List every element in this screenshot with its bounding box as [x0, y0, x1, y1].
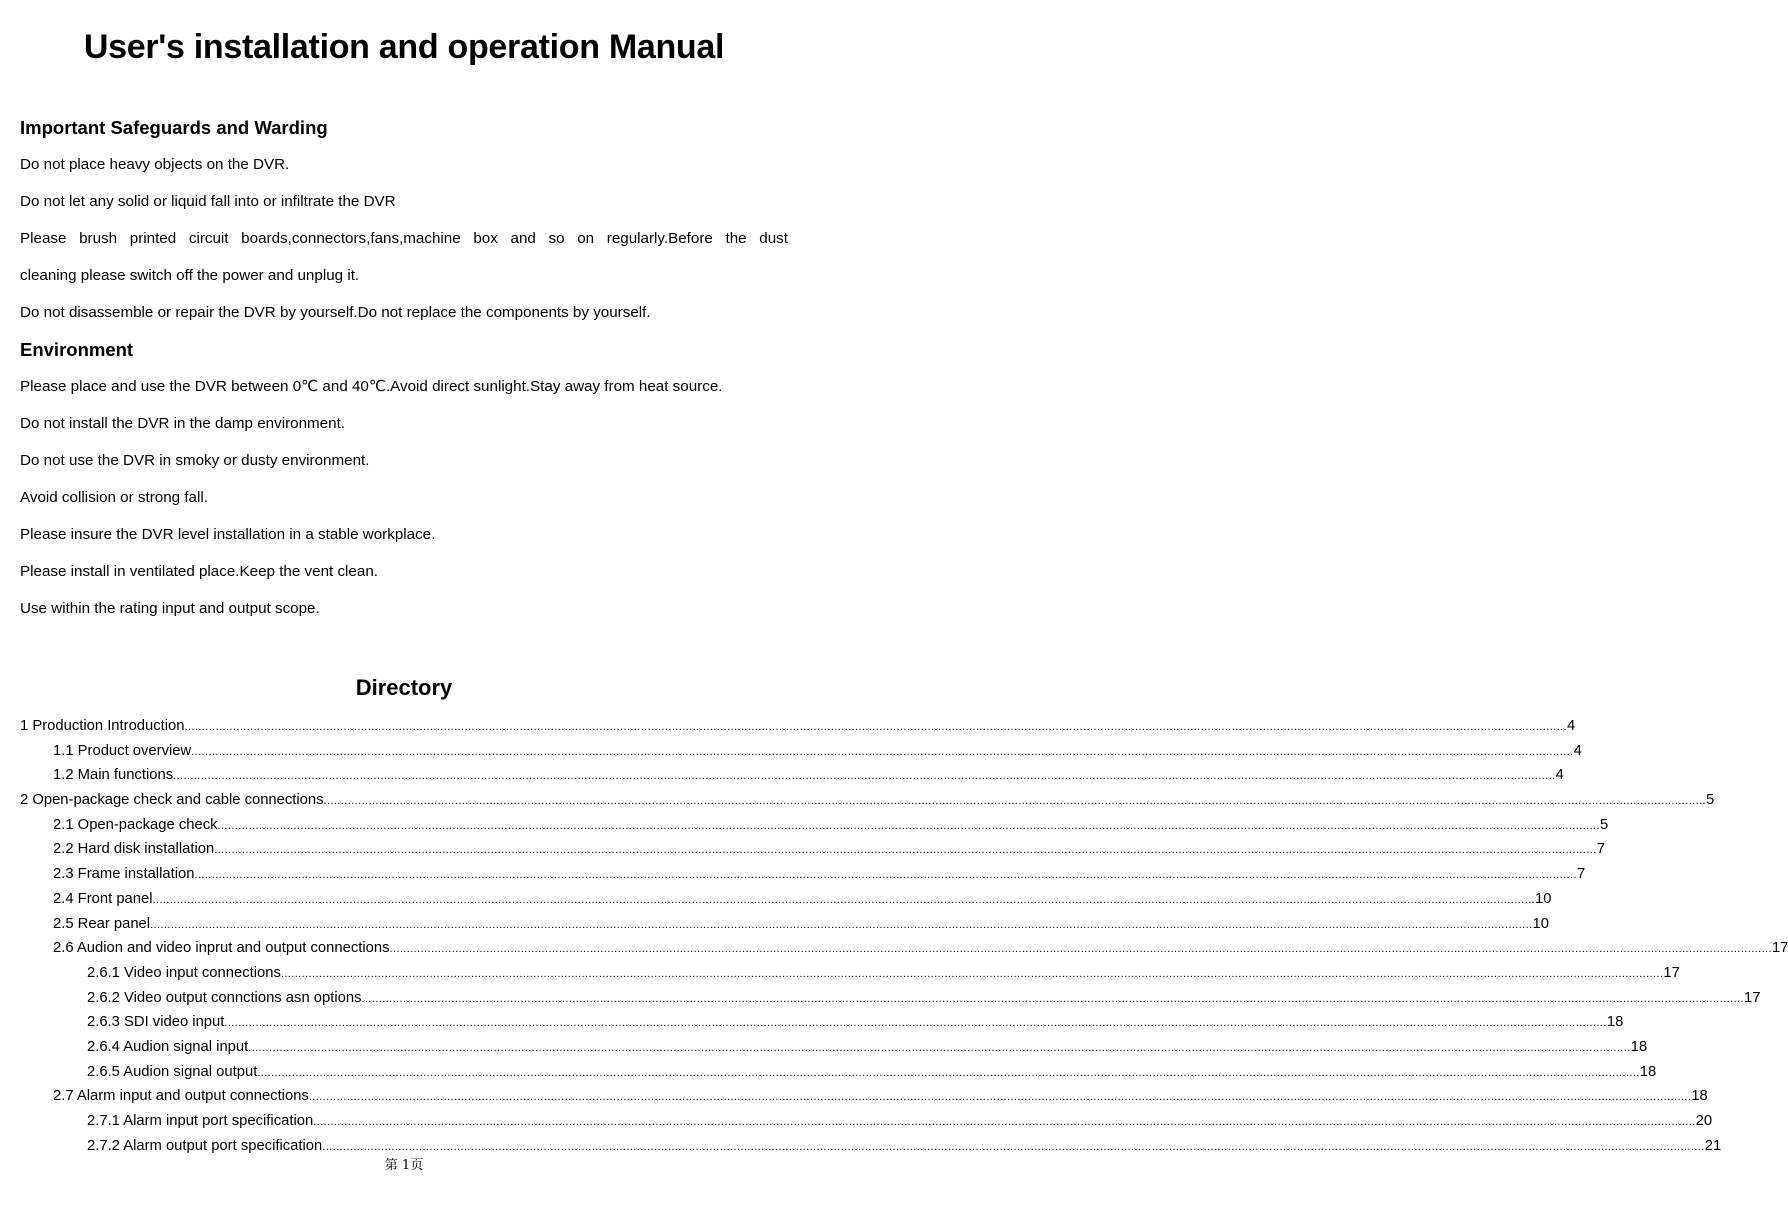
toc-entry-label: 2.7.2 Alarm output port specification — [87, 1137, 323, 1154]
toc-dot-leader: ................................................................................................................................................................................................................................................................................................................................................................................................................ — [224, 1017, 1607, 1030]
environment-item: Please insure the DVR level installation in a stable workplace. — [20, 526, 436, 543]
page-number: 第 1页 — [384, 1158, 424, 1173]
safeguard-item: Please brush printed circuit boards,connectors,fans,machine box and so on regularly.Before the dust — [20, 230, 788, 247]
toc-dot-leader: ................................................................................................................................................................................................................................................................................................................................................................................................................ — [389, 943, 1772, 956]
toc-entry-page: 21 — [1704, 1137, 1722, 1154]
toc-entry-label: 2.6.3 SDI video input — [87, 1014, 225, 1031]
toc-entry-label: 2 Open-package check and cable connections — [20, 792, 324, 809]
toc-entry-label: 2.6.4 Audion signal input — [87, 1038, 249, 1055]
toc-entry-page: 4 — [1566, 718, 1576, 734]
toc-dot-leader: ................................................................................................................................................................................................................................................................................................................................................................................................................ — [322, 1140, 1705, 1153]
toc-dot-leader: ................................................................................................................................................................................................................................................................................................................................................................................................................ — [214, 844, 1597, 857]
toc-entry-page: 7 — [1596, 841, 1605, 858]
toc-entry-page: 4 — [1573, 742, 1582, 759]
toc-entry-page: 20 — [1695, 1113, 1713, 1129]
safeguard-item: Do not let any solid or liquid fall into or infiltrate the DVR — [20, 193, 396, 210]
toc-entry[interactable] — [20, 788, 1715, 813]
directory-heading: Directory — [355, 675, 453, 700]
toc-entry-page: 5 — [1706, 792, 1715, 809]
toc-entry-page: 17 — [1663, 964, 1680, 981]
environment-item: Avoid collision or strong fall. — [20, 489, 208, 506]
toc-entry[interactable] — [20, 1035, 1648, 1060]
toc-entry[interactable] — [20, 1084, 1708, 1109]
toc-entry-page: 7 — [1576, 866, 1586, 883]
toc-dot-leader: ................................................................................................................................................................................................................................................................................................................................................................................................................ — [194, 869, 1577, 882]
environment-item: Do not use the DVR in smoky or dusty environment. — [20, 452, 370, 469]
toc-entry[interactable] — [20, 763, 1564, 788]
toc-dot-leader: ................................................................................................................................................................................................................................................................................................................................................................................................................ — [280, 967, 1664, 980]
toc-entry-label: 2.6.5 Audion signal output — [87, 1063, 258, 1080]
toc-entry-page: 17 — [1771, 940, 1788, 957]
toc-entry-label: 2.7.1 Alarm input port specification — [87, 1113, 314, 1129]
toc-dot-leader: ................................................................................................................................................................................................................................................................................................................................................................................................................ — [248, 1041, 1631, 1054]
environment-item: Do not install the DVR in the damp environment. — [20, 415, 346, 432]
safeguard-item: cleaning please switch off the power and unplug it. — [20, 267, 360, 284]
safeguard-item: Do not disassemble or repair the DVR by yourself.Do not replace the components by yourself. — [20, 304, 651, 321]
toc-entry-page: 10 — [1532, 915, 1550, 932]
toc-entry[interactable] — [20, 813, 1609, 838]
toc-entry-page: 17 — [1743, 989, 1761, 1006]
toc-dot-leader: ................................................................................................................................................................................................................................................................................................................................................................................................................ — [323, 795, 1707, 808]
toc-dot-leader: ................................................................................................................................................................................................................................................................................................................................................................................................................ — [217, 819, 1600, 832]
toc-entry[interactable] — [20, 714, 1576, 739]
toc-entry-label: 2.4 Front panel — [53, 890, 153, 907]
toc-entry[interactable] — [20, 1134, 1722, 1159]
toc-dot-leader: ................................................................................................................................................................................................................................................................................................................................................................................................................ — [257, 1066, 1640, 1079]
toc-entry-label: 2.5 Rear panel — [53, 915, 151, 932]
toc-entry[interactable] — [20, 887, 1552, 912]
toc-entry[interactable] — [20, 862, 1586, 887]
safeguard-item: Do not place heavy objects on the DVR. — [20, 156, 290, 173]
toc-entry[interactable] — [20, 1010, 1624, 1035]
toc-entry-label: 2.1 Open-package check — [53, 816, 218, 833]
toc-entry[interactable] — [20, 936, 1788, 961]
toc-dot-leader: ................................................................................................................................................................................................................................................................................................................................................................................................................ — [308, 1091, 1692, 1104]
toc-dot-leader: ................................................................................................................................................................................................................................................................................................................................................................................................................ — [361, 992, 1744, 1005]
toc-entry[interactable] — [20, 1060, 1657, 1085]
toc-entry[interactable] — [20, 986, 1761, 1011]
toc-entry-label: 2.6.1 Video input connections — [87, 964, 281, 981]
toc-dot-leader: ................................................................................................................................................................................................................................................................................................................................................................................................................ — [150, 918, 1533, 931]
toc-entry-page: 10 — [1535, 890, 1552, 907]
toc-entry-label: 1.1 Product overview — [53, 742, 192, 759]
toc-entry-page: 18 — [1630, 1038, 1648, 1055]
toc-entry[interactable] — [20, 1109, 1713, 1134]
table-of-contents — [20, 714, 1788, 1158]
environment-item: Please place and use the DVR between 0℃ and 40℃.Avoid direct sunlight.Stay away from heat source. — [20, 378, 723, 395]
toc-entry-label: 2.6 Audion and video inprut and output connections — [53, 940, 390, 957]
toc-entry-page: 18 — [1691, 1088, 1708, 1105]
environment-item: Use within the rating input and output scope. — [20, 600, 320, 617]
toc-entry-page: 4 — [1555, 767, 1564, 784]
page-title: User's installation and operation Manual — [83, 28, 725, 66]
toc-entry-page: 18 — [1606, 1014, 1624, 1031]
toc-dot-leader: ................................................................................................................................................................................................................................................................................................................................................................................................................ — [152, 893, 1536, 906]
toc-dot-leader: ................................................................................................................................................................................................................................................................................................................................................................................................................ — [191, 745, 1574, 758]
toc-entry-label: 1.2 Main functions — [53, 767, 174, 784]
safeguards-heading: Important Safeguards and Warding — [20, 117, 328, 138]
toc-entry-label: 1 Production Introduction — [20, 718, 185, 734]
toc-dot-leader: ................................................................................................................................................................................................................................................................................................................................................................................................................ — [173, 770, 1556, 783]
environment-heading: Environment — [20, 339, 134, 360]
environment-item: Please install in ventilated place.Keep the vent clean. — [20, 563, 378, 580]
toc-entry-label: 2.6.2 Video output connctions asn options — [87, 989, 362, 1006]
toc-entry[interactable] — [20, 961, 1680, 986]
toc-dot-leader: ................................................................................................................................................................................................................................................................................................................................................................................................................ — [313, 1116, 1696, 1128]
toc-entry-label: 2.7 Alarm input and output connections — [53, 1088, 309, 1105]
toc-entry[interactable] — [20, 837, 1605, 862]
toc-entry-label: 2.2 Hard disk installation — [53, 841, 215, 858]
toc-dot-leader: ................................................................................................................................................................................................................................................................................................................................................................................................................ — [184, 721, 1567, 733]
toc-entry-label: 2.3 Frame installation — [53, 866, 195, 883]
toc-entry-page: 5 — [1599, 816, 1609, 833]
toc-entry[interactable] — [20, 739, 1582, 764]
toc-entry-page: 18 — [1639, 1063, 1657, 1080]
toc-entry[interactable] — [20, 912, 1550, 937]
